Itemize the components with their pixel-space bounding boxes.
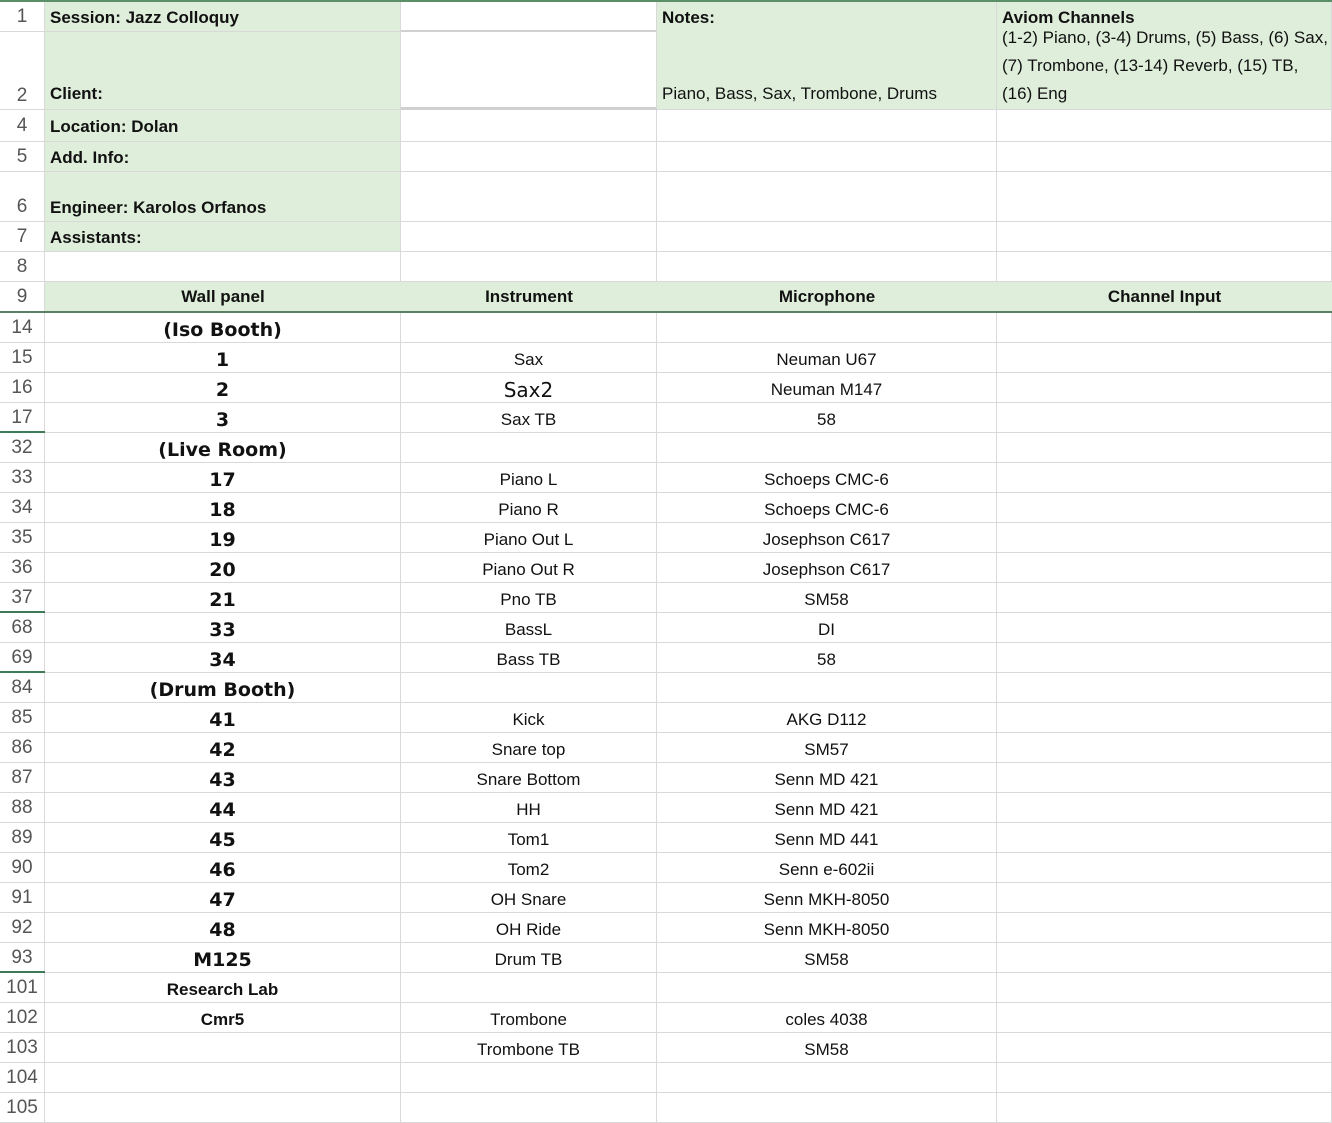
row-header[interactable]: 89 [0, 823, 45, 853]
row-header[interactable]: 86 [0, 733, 45, 763]
wall-panel-cell[interactable]: 21 [45, 583, 401, 613]
row-header[interactable]: 4 [0, 110, 45, 142]
instrument-cell[interactable]: HH [401, 793, 657, 823]
microphone-cell[interactable]: Senn e-602ii [657, 853, 997, 883]
wall-panel-cell[interactable]: M125 [45, 943, 401, 973]
wall-panel-cell[interactable]: (Drum Booth) [45, 673, 401, 703]
empty-cell[interactable] [401, 110, 657, 142]
row-header[interactable]: 37 [0, 583, 45, 613]
microphone-cell[interactable]: DI [657, 613, 997, 643]
instrument-cell[interactable]: Trombone TB [401, 1033, 657, 1063]
channel-input-cell[interactable] [997, 733, 1332, 763]
row-header[interactable]: 14 [0, 313, 45, 343]
instrument-cell[interactable] [401, 1093, 657, 1123]
wall-panel-cell[interactable]: 45 [45, 823, 401, 853]
microphone-cell[interactable]: AKG D112 [657, 703, 997, 733]
channel-input-cell[interactable] [997, 913, 1332, 943]
wall-panel-cell[interactable]: 19 [45, 523, 401, 553]
instrument-cell[interactable]: OH Ride [401, 913, 657, 943]
engineer-cell[interactable]: Engineer: Karolos Orfanos [45, 172, 401, 222]
empty-cell[interactable] [997, 222, 1332, 252]
row-header[interactable]: 7 [0, 222, 45, 252]
channel-input-cell[interactable] [997, 343, 1332, 373]
instrument-cell[interactable]: Sax [401, 343, 657, 373]
row-header[interactable]: 34 [0, 493, 45, 523]
channel-input-cell[interactable] [997, 793, 1332, 823]
row-header[interactable]: 69 [0, 643, 45, 673]
channel-input-cell[interactable] [997, 583, 1332, 613]
column-header-instrument[interactable]: Instrument [401, 282, 657, 312]
channel-input-cell[interactable] [997, 973, 1332, 1003]
empty-cell[interactable] [997, 142, 1332, 172]
notes-label-cell[interactable]: Notes: [657, 2, 997, 110]
row-header[interactable]: 101 [0, 973, 45, 1003]
wall-panel-cell[interactable]: 43 [45, 763, 401, 793]
microphone-cell[interactable]: Neuman M147 [657, 373, 997, 403]
row-header[interactable]: 105 [0, 1093, 45, 1123]
row-header[interactable]: 85 [0, 703, 45, 733]
microphone-cell[interactable] [657, 1093, 997, 1123]
microphone-cell[interactable]: Senn MKH-8050 [657, 883, 997, 913]
channel-input-cell[interactable] [997, 763, 1332, 793]
row-header[interactable]: 2 [0, 32, 45, 110]
channel-input-cell[interactable] [997, 1093, 1332, 1123]
instrument-cell[interactable] [401, 973, 657, 1003]
instrument-cell[interactable]: Drum TB [401, 943, 657, 973]
empty-cell[interactable] [657, 172, 997, 222]
instrument-cell[interactable]: Piano Out R [401, 553, 657, 583]
empty-cell[interactable] [657, 222, 997, 252]
microphone-cell[interactable]: Neuman U67 [657, 343, 997, 373]
instrument-cell[interactable]: Snare Bottom [401, 763, 657, 793]
instrument-cell[interactable]: Piano L [401, 463, 657, 493]
instrument-cell[interactable]: Piano R [401, 493, 657, 523]
microphone-cell[interactable]: Senn MD 421 [657, 763, 997, 793]
assistants-cell[interactable]: Assistants: [45, 222, 401, 252]
row-header[interactable]: 17 [0, 403, 45, 433]
wall-panel-cell[interactable]: 44 [45, 793, 401, 823]
wall-panel-cell[interactable]: 46 [45, 853, 401, 883]
wall-panel-cell[interactable]: 34 [45, 643, 401, 673]
wall-panel-cell[interactable] [45, 1033, 401, 1063]
empty-cell[interactable] [401, 2, 657, 32]
instrument-cell[interactable]: Sax2 [401, 373, 657, 403]
microphone-cell[interactable]: SM58 [657, 943, 997, 973]
microphone-cell[interactable]: Schoeps CMC-6 [657, 463, 997, 493]
channel-input-cell[interactable] [997, 1003, 1332, 1033]
aviom-value: (1-2) Piano, (3-4) Drums, (5) Bass, (6) Sax, (7) Trombone, (13-14) Reverb, (15) TB, (16) Eng [1002, 28, 1328, 103]
wall-panel-cell[interactable]: 1 [45, 343, 401, 373]
channel-input-cell[interactable] [997, 403, 1332, 433]
channel-input-cell[interactable] [997, 523, 1332, 553]
empty-cell[interactable] [401, 32, 657, 110]
instrument-cell[interactable] [401, 313, 657, 343]
row-header[interactable]: 1 [0, 2, 45, 32]
row-header[interactable]: 103 [0, 1033, 45, 1063]
wall-panel-cell[interactable]: 42 [45, 733, 401, 763]
microphone-cell[interactable]: Senn MD 441 [657, 823, 997, 853]
row-header[interactable]: 36 [0, 553, 45, 583]
channel-input-cell[interactable] [997, 433, 1332, 463]
add-info-cell[interactable]: Add. Info: [45, 142, 401, 172]
row-header[interactable]: 90 [0, 853, 45, 883]
row-header[interactable]: 93 [0, 943, 45, 973]
microphone-cell[interactable]: SM57 [657, 733, 997, 763]
wall-panel-cell[interactable] [45, 1063, 401, 1093]
channel-input-cell[interactable] [997, 373, 1332, 403]
channel-input-cell[interactable] [997, 943, 1332, 973]
row-header[interactable]: 15 [0, 343, 45, 373]
instrument-cell[interactable]: Bass TB [401, 643, 657, 673]
microphone-cell[interactable] [657, 1063, 997, 1093]
instrument-cell[interactable]: Piano Out L [401, 523, 657, 553]
instrument-cell[interactable] [401, 673, 657, 703]
channel-input-cell[interactable] [997, 313, 1332, 343]
row-header[interactable]: 33 [0, 463, 45, 493]
channel-input-cell[interactable] [997, 643, 1332, 673]
row-header[interactable]: 92 [0, 913, 45, 943]
microphone-cell[interactable] [657, 673, 997, 703]
empty-cell[interactable] [401, 172, 657, 222]
wall-panel-cell[interactable]: 48 [45, 913, 401, 943]
aviom-cell[interactable] [997, 2, 1332, 110]
instrument-cell[interactable]: Tom1 [401, 823, 657, 853]
empty-cell[interactable] [657, 110, 997, 142]
instrument-cell[interactable] [401, 433, 657, 463]
microphone-cell[interactable] [657, 313, 997, 343]
empty-cell[interactable] [657, 142, 997, 172]
instrument-cell[interactable]: Kick [401, 703, 657, 733]
channel-input-cell[interactable] [997, 823, 1332, 853]
row-header[interactable]: 35 [0, 523, 45, 553]
column-header-wall-panel[interactable]: Wall panel [45, 282, 401, 312]
wall-panel-cell[interactable]: 47 [45, 883, 401, 913]
microphone-cell[interactable]: Senn MD 421 [657, 793, 997, 823]
row-header[interactable]: 88 [0, 793, 45, 823]
microphone-cell[interactable]: SM58 [657, 1033, 997, 1063]
instrument-cell[interactable]: Pno TB [401, 583, 657, 613]
row-header[interactable]: 8 [0, 252, 45, 282]
wall-panel-cell[interactable]: Research Lab [45, 973, 401, 1003]
wall-panel-cell[interactable]: 3 [45, 403, 401, 433]
row-header[interactable]: 32 [0, 433, 45, 463]
microphone-cell[interactable]: 58 [657, 643, 997, 673]
channel-input-cell[interactable] [997, 1033, 1332, 1063]
notes-value-cell[interactable]: Piano, Bass, Sax, Trombone, Drums [662, 84, 937, 103]
microphone-cell[interactable]: 58 [657, 403, 997, 433]
row-header[interactable]: 68 [0, 613, 45, 643]
empty-cell[interactable] [657, 252, 997, 282]
microphone-cell[interactable]: coles 4038 [657, 1003, 997, 1033]
aviom-label: Aviom Channels [1002, 8, 1135, 27]
row-header[interactable]: 87 [0, 763, 45, 793]
wall-panel-cell[interactable]: 20 [45, 553, 401, 583]
wall-panel-cell[interactable] [45, 1093, 401, 1123]
instrument-cell[interactable]: Snare top [401, 733, 657, 763]
channel-input-cell[interactable] [997, 553, 1332, 583]
channel-input-cell[interactable] [997, 613, 1332, 643]
channel-input-cell[interactable] [997, 493, 1332, 523]
row-header[interactable]: 102 [0, 1003, 45, 1033]
empty-cell[interactable] [401, 222, 657, 252]
microphone-cell[interactable]: SM58 [657, 583, 997, 613]
channel-input-cell[interactable] [997, 463, 1332, 493]
empty-cell[interactable] [997, 172, 1332, 222]
wall-panel-cell[interactable]: 33 [45, 613, 401, 643]
row-header[interactable]: 6 [0, 172, 45, 222]
empty-cell[interactable] [997, 252, 1332, 282]
session-cell[interactable]: Session: Jazz Colloquy [45, 2, 401, 32]
instrument-cell[interactable]: Trombone [401, 1003, 657, 1033]
row-header[interactable]: 16 [0, 373, 45, 403]
wall-panel-cell[interactable]: 41 [45, 703, 401, 733]
microphone-cell[interactable]: Schoeps CMC-6 [657, 493, 997, 523]
empty-cell[interactable] [45, 252, 401, 282]
empty-cell[interactable] [401, 252, 657, 282]
channel-input-cell[interactable] [997, 883, 1332, 913]
wall-panel-cell[interactable]: Cmr5 [45, 1003, 401, 1033]
empty-cell[interactable] [401, 142, 657, 172]
wall-panel-cell[interactable]: 17 [45, 463, 401, 493]
wall-panel-cell[interactable]: (Iso Booth) [45, 313, 401, 343]
location-cell[interactable]: Location: Dolan [45, 110, 401, 142]
instrument-cell[interactable]: Sax TB [401, 403, 657, 433]
row-header[interactable]: 9 [0, 282, 45, 312]
row-header[interactable]: 84 [0, 673, 45, 703]
wall-panel-cell[interactable]: 18 [45, 493, 401, 523]
instrument-cell[interactable]: OH Snare [401, 883, 657, 913]
channel-input-cell[interactable] [997, 673, 1332, 703]
instrument-cell[interactable] [401, 1063, 657, 1093]
channel-input-cell[interactable] [997, 853, 1332, 883]
wall-panel-cell[interactable]: 2 [45, 373, 401, 403]
empty-cell[interactable] [997, 110, 1332, 142]
channel-input-cell[interactable] [997, 703, 1332, 733]
column-header-channel-input[interactable]: Channel Input [997, 282, 1332, 312]
microphone-cell[interactable] [657, 973, 997, 1003]
client-cell[interactable]: Client: [45, 32, 401, 110]
microphone-cell[interactable]: Josephson C617 [657, 553, 997, 583]
channel-input-cell[interactable] [997, 1063, 1332, 1093]
row-header[interactable]: 104 [0, 1063, 45, 1093]
row-header[interactable]: 91 [0, 883, 45, 913]
microphone-cell[interactable]: Senn MKH-8050 [657, 913, 997, 943]
microphone-cell[interactable] [657, 433, 997, 463]
wall-panel-cell[interactable]: (Live Room) [45, 433, 401, 463]
column-header-microphone[interactable]: Microphone [657, 282, 997, 312]
row-header[interactable]: 5 [0, 142, 45, 172]
instrument-cell[interactable]: Tom2 [401, 853, 657, 883]
microphone-cell[interactable]: Josephson C617 [657, 523, 997, 553]
instrument-cell[interactable]: BassL [401, 613, 657, 643]
